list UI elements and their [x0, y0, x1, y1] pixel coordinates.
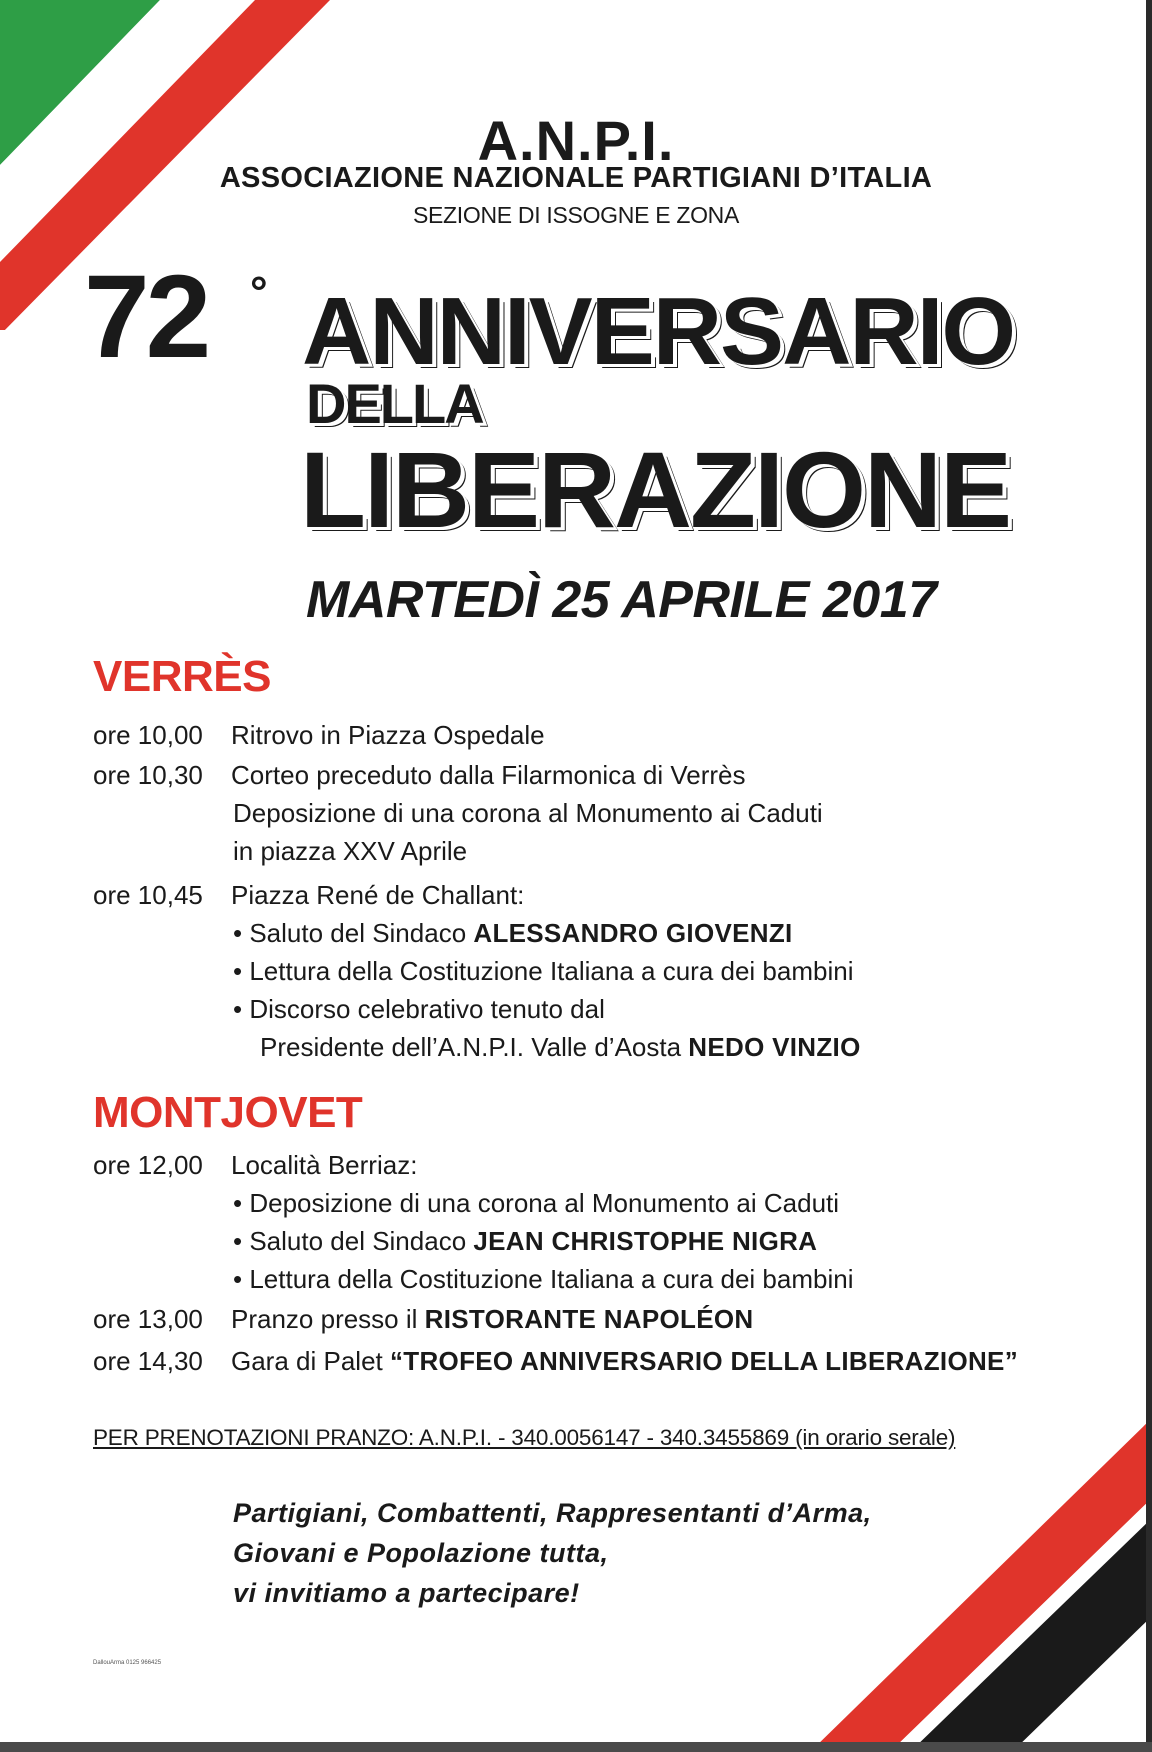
- schedule-text: Pranzo presso il: [231, 1304, 425, 1334]
- mayor-name: ALESSANDRO GIOVENZI: [473, 918, 793, 948]
- title-anniversario: ANNIVERSARIO: [302, 278, 1015, 385]
- restaurant-name: RISTORANTE NAPOLÉON: [424, 1304, 754, 1334]
- section-title-montjovet: MONTJOVET: [93, 1088, 363, 1137]
- anpi-acronym: A.N.P.I.: [477, 109, 675, 172]
- mayor-name: JEAN CHRISTOPHE NIGRA: [473, 1226, 818, 1256]
- reservation-info: PER PRENOTAZIONI PRANZO: A.N.P.I. - 340.0056147 - 340.3455869 (in orario serale): [93, 1425, 956, 1450]
- trophy-name: “TROFEO ANNIVERSARIO DELLA LIBERAZIONE”: [389, 1346, 1018, 1376]
- schedule-time: ore 12,00: [93, 1150, 203, 1180]
- bullet-text: • Saluto del Sindaco: [233, 918, 474, 948]
- bottom-edge-border: [0, 1742, 1152, 1752]
- closing-line: Partigiani, Combattenti, Rappresentanti d’Arma,: [233, 1498, 872, 1528]
- bullet-item: • Discorso celebrativo tenuto dal: [233, 994, 605, 1024]
- section-title-verres: VERRÈS: [93, 652, 271, 701]
- schedule-text: Località Berriaz:: [231, 1150, 418, 1180]
- schedule-time: ore 10,00: [93, 720, 203, 750]
- schedule-line: [93, 1152, 417, 1178]
- bullet-continuation: [260, 1034, 861, 1060]
- anniversary-number: 72: [84, 251, 208, 383]
- schedule-time: ore 14,30: [93, 1346, 203, 1376]
- schedule-text: Gara di Palet: [231, 1346, 390, 1376]
- schedule-continuation: in piazza XXV Aprile: [233, 836, 468, 866]
- closing-line: Giovani e Popolazione tutta,: [233, 1538, 609, 1568]
- schedule-line: [93, 722, 545, 748]
- schedule-time: ore 10,45: [93, 880, 203, 910]
- bullet-item: • Lettura della Costituzione Italiana a cura dei bambini: [233, 1264, 854, 1294]
- schedule-text: Piazza René de Challant:: [231, 880, 525, 910]
- schedule-continuation: Deposizione di una corona al Monumento ai Caduti: [233, 798, 823, 828]
- section-name: SEZIONE DI ISSOGNE E ZONA: [412, 202, 740, 228]
- president-name: NEDO VINZIO: [688, 1032, 861, 1062]
- closing-line: vi invitiamo a partecipare!: [233, 1578, 580, 1608]
- schedule-line: [93, 762, 745, 788]
- schedule-time: ore 10,30: [93, 760, 203, 790]
- schedule-line: [93, 1348, 1018, 1374]
- schedule-text: Corteo preceduto dalla Filarmonica di Verrès: [231, 760, 746, 790]
- bullet-text: • Saluto del Sindaco: [233, 1226, 474, 1256]
- printer-credit: DallouArma 0125 966425: [93, 1660, 162, 1666]
- bullet-text: Presidente dell’A.N.P.I. Valle d’Aosta: [260, 1032, 689, 1062]
- bullet-item: • Deposizione di una corona al Monumento ai Caduti: [233, 1188, 840, 1218]
- schedule-line: [93, 1306, 753, 1332]
- bullet-item: [233, 1228, 817, 1254]
- bullet-item: • Lettura della Costituzione Italiana a cura dei bambini: [233, 956, 854, 986]
- title-della: DELLA: [306, 372, 483, 435]
- degree-symbol: °: [250, 268, 268, 317]
- schedule-line: [93, 882, 524, 908]
- association-name: ASSOCIAZIONE NAZIONALE PARTIGIANI D’ITALIA: [219, 162, 933, 194]
- event-date: MARTEDÌ 25 APRILE 2017: [306, 571, 937, 629]
- schedule-time: ore 13,00: [93, 1304, 203, 1334]
- schedule-text: Ritrovo in Piazza Ospedale: [231, 720, 545, 750]
- bullet-item: [233, 920, 793, 946]
- title-liberazione: LIBERAZIONE: [300, 429, 1011, 550]
- right-edge-border: [1146, 0, 1152, 1752]
